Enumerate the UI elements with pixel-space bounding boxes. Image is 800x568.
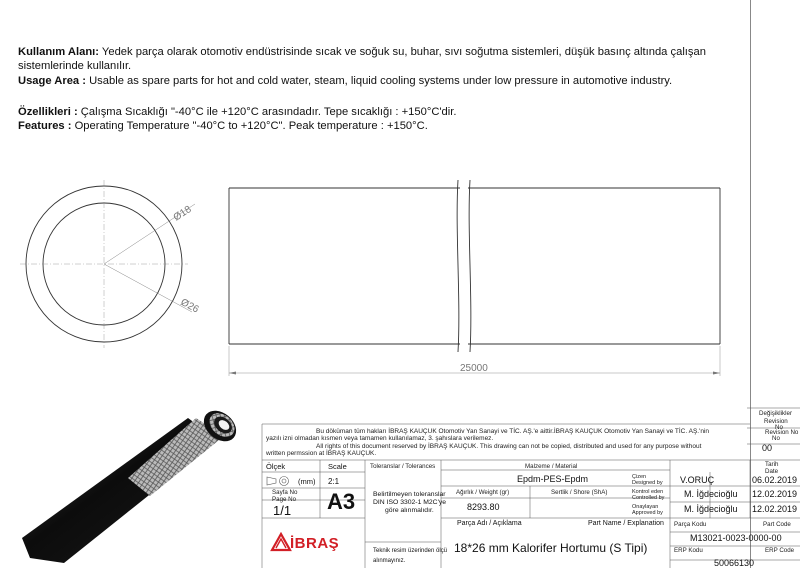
part-name-value: 18*26 mm Kalorifer Hortumu (S Tipi) [454, 541, 648, 555]
usage-tr-text: Yedek parça olarak otomotiv endüstrisinde sıcak ve soğuk su, buhar, sıvı soğutma sistemleri, düşük basınç altında çalışan [99, 46, 706, 58]
sayfa-label: Sayfa No [272, 489, 298, 496]
revision-date-en: Date [765, 468, 779, 475]
material-value: Epdm-PES-Epdm [517, 474, 589, 484]
weight-label: Ağırlık / Weight (gr) [456, 489, 510, 496]
material-label: Malzeme / Material [525, 463, 578, 470]
unit-label: (mm) [298, 477, 316, 486]
hose-cross-section [20, 180, 195, 348]
drawn-en: Designed by [632, 480, 663, 486]
revision-no-short: No [772, 435, 780, 442]
inner-diameter-label: Ø18 [171, 203, 194, 224]
part-name-tr: Parça Adı / Açıklama [457, 520, 522, 527]
break-gap [460, 184, 468, 348]
footnote-line2: alınmayınız. [373, 558, 406, 564]
scale-label: Scale [328, 462, 347, 471]
projection-symbol-icon [266, 474, 292, 488]
copyright-tr: Bu döküman tüm hakları İBRAŞ KAUÇUK Otomotiv Yan Sanayi ve TİC. AŞ.'e aittir.İBRAŞ KAUÇUK Otomotiv Yan Sanayi ve TİC. AŞ.'nin [316, 428, 710, 435]
checked-value: M. İğdecioğlu [684, 489, 738, 499]
copyright-en: All rights of this document reserved by İBRAŞ KAUÇUK. This drawing can not be copied, distributed and used for any purpose without [316, 443, 702, 450]
scale-value: 2:1 [328, 477, 340, 486]
features-en-label: Features : [18, 120, 72, 132]
revision-no-tr: No [775, 424, 783, 431]
approved-en: Approved by [632, 510, 663, 516]
logo-text: İBRAŞ [290, 535, 340, 552]
copyright-en2: written permssion at İBRAŞ KAUÇUK. [266, 450, 377, 457]
usage-en-label: Usage Area : [18, 75, 86, 87]
features-en-text: Operating Temperature "-40°C to +120°C". Peak temperature : +150°C. [71, 120, 428, 132]
dim-arrow-right [713, 372, 720, 375]
part-name-en: Part Name / Explanation [588, 520, 664, 527]
tolerance-text2: DIN ISO 3302-1 M2C'ye [373, 499, 447, 506]
copyright-tr2: yazılı izni olmadan kısmen veya tamamen kullanılamaz, 3. şahıslara verilemez. [266, 435, 494, 442]
drawn-date: 06.02.2019 [752, 475, 798, 485]
hose-side-view [229, 180, 720, 376]
erp-tr: ERP Kodu [674, 547, 703, 554]
features-tr-text: Çalışma Sıcaklığı "-40°C ile +120°C arasındadır. Tepe sıcaklığı : +150°C'dir. [77, 106, 457, 118]
page-value: 1/1 [273, 503, 292, 518]
revision-date-tr: Tarih [765, 461, 779, 468]
usage-tr-label: Kullanım Alanı: [18, 46, 100, 58]
revision-header-en: Revision [764, 418, 788, 425]
format-value: A3 [327, 489, 356, 514]
erp-en: ERP Code [765, 547, 795, 554]
outer-diameter-label: Ø26 [178, 296, 201, 316]
revision-header-tr: Değişiklikler [759, 410, 793, 417]
features-tr-label: Özellikleri : [18, 106, 78, 118]
approved-tr: Onaylayan [632, 504, 659, 510]
checked-date: 12.02.2019 [752, 489, 798, 499]
ibras-logo-icon [270, 532, 292, 552]
tolerances-label: Toleranslar / Tolerances [370, 463, 436, 470]
page-label: Page No [272, 496, 297, 503]
break-line-left [457, 180, 459, 352]
tolerance-text1: Belirtilmeyen toleranslar [373, 491, 446, 498]
part-code-tr: Parça Kodu [674, 521, 707, 528]
approved-date: 12.02.2019 [752, 504, 798, 514]
part-code-value: M13021-0023-0000-00 [690, 533, 782, 543]
hardness-label: Sertlik / Shore (ShA) [551, 489, 608, 496]
length-label: 25000 [460, 363, 488, 374]
approved-value: M. İğdecioğlu [684, 504, 738, 514]
checked-tr: Kontrol eden [632, 489, 664, 495]
erp-value: 50066130 [714, 558, 755, 568]
part-code-en: Part Code [763, 521, 791, 528]
drawn-tr: Çizen [632, 474, 647, 480]
tolerance-text3: göre alınmalıdır. [385, 507, 434, 514]
usage-en-text: Usable as spare parts for hot and cold water, steam, liquid cooling systems under low pressure in automotive industry. [85, 75, 673, 87]
usage-tr-line2: sistemlerinde kullanılır. [18, 60, 132, 72]
footnote-line1: Teknik resim üzerinden ölçü [373, 548, 448, 554]
drawn-value: V.ORUÇ [680, 475, 715, 485]
checked-en: Controlled by [632, 495, 665, 501]
olcek-label: Ölçek [266, 462, 286, 471]
break-line-right [469, 180, 471, 352]
weight-value: 8293.80 [467, 502, 500, 512]
dim-arrow-left [229, 372, 236, 375]
hose-photo-illustration [0, 398, 262, 568]
revision-no-en: Revision No [765, 429, 799, 436]
revision-value: 00 [762, 443, 773, 453]
